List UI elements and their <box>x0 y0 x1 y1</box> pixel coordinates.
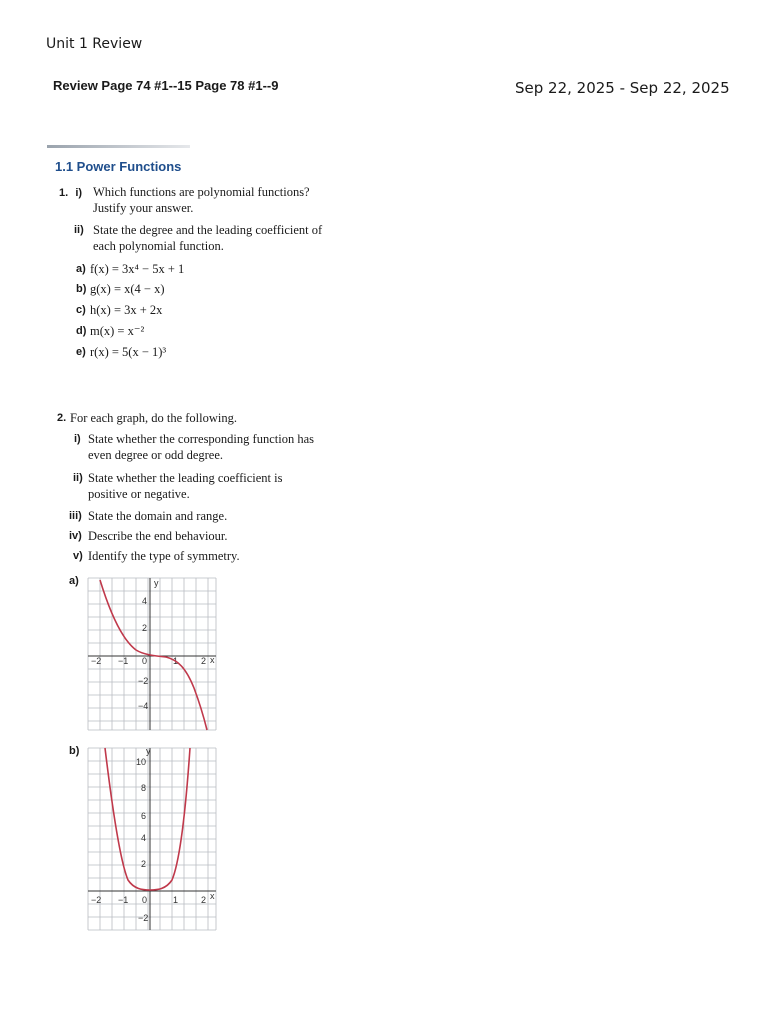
graph-b-xtick: −2 <box>91 895 102 905</box>
graph-a-x-axis-label: x <box>210 655 215 665</box>
graph-b-grid <box>88 748 216 930</box>
graph-b-curve <box>105 748 190 890</box>
graph-a-label: a) <box>69 575 79 587</box>
q1-item-d-text: m(x) = x⁻² <box>90 324 145 338</box>
graph-a-xtick: −1 <box>118 656 129 666</box>
q2-part-ii-label: ii) <box>73 472 83 484</box>
graph-a-xtick: 1 <box>173 656 179 666</box>
graph-b-y-axis-label: y <box>146 746 151 756</box>
graph-a-y-axis-label: y <box>154 578 159 588</box>
graph-b-ytick: 6 <box>141 811 147 821</box>
graph-a <box>86 576 218 732</box>
q2-part-ii-text: State whether the leading coefficient is positive or negative. <box>88 471 283 501</box>
q2-part-i-label: i) <box>74 433 81 445</box>
graph-b-xtick: 0 <box>142 895 148 905</box>
q1-part-i-label: i) <box>75 187 83 199</box>
q1-item-e-text: r(x) = 5(x − 1)³ <box>90 345 167 359</box>
doc-title: Unit 1 Review <box>46 36 143 52</box>
graph-a-xtick: 0 <box>142 656 148 666</box>
q1-item-c-text: h(x) = 3x + 2x <box>90 303 163 317</box>
q2-part-v-label: v) <box>73 550 83 562</box>
graph-b-ytick: 2 <box>141 859 147 869</box>
q2-part-i-text: State whether the corresponding function has even degree or odd degree. <box>88 432 314 462</box>
q2-part-iii-text: State the domain and range. <box>88 509 228 523</box>
section-divider <box>47 145 190 148</box>
q2-part-iv-label: iv) <box>69 530 82 542</box>
graph-b-x-axis-label: x <box>210 891 215 901</box>
q1-item-e-label: e) <box>76 346 86 358</box>
date-range: Sep 22, 2025 - Sep 22, 2025 <box>515 79 730 97</box>
q1-part-i-text: Which functions are polynomial functions? Justify your answer. <box>93 185 310 215</box>
q1-item-c-label: c) <box>76 304 86 316</box>
graph-a-curve <box>100 580 207 730</box>
q2-intro: For each graph, do the following. <box>70 411 237 425</box>
graph-b-xtick: −1 <box>118 895 129 905</box>
graph-b-ytick: −2 <box>138 913 149 923</box>
graph-a-ytick: −4 <box>138 701 149 711</box>
q1-number: 1. <box>59 187 69 199</box>
q1-part-ii-label: ii) <box>74 224 84 236</box>
graph-b-ytick: 4 <box>141 833 147 843</box>
graph-b-xtick: 1 <box>173 895 179 905</box>
graph-b-ytick: 10 <box>136 757 147 767</box>
graph-a-xtick: −2 <box>91 656 102 666</box>
q2-part-v-text: Identify the type of symmetry. <box>88 549 240 563</box>
graph-a-xtick: 2 <box>201 656 207 666</box>
q1-item-b-label: b) <box>76 283 87 295</box>
q1-part-ii-text: State the degree and the leading coefficient of each polynomial function. <box>93 223 323 253</box>
q1-item-a-text: f(x) = 3x⁴ − 5x + 1 <box>90 262 185 276</box>
graph-a-ytick: 4 <box>142 596 148 606</box>
graph-a-ytick: −2 <box>138 676 149 686</box>
q2-number: 2. <box>57 412 67 424</box>
graph-b-ytick: 8 <box>141 783 147 793</box>
graph-a-ytick: 2 <box>142 623 148 633</box>
q1-item-a-label: a) <box>76 263 86 275</box>
graph-b <box>86 746 218 932</box>
section-title: 1.1 Power Functions <box>55 159 182 174</box>
graph-b-label: b) <box>69 745 80 757</box>
graph-b-xtick: 2 <box>201 895 207 905</box>
q1-number-i <box>59 184 82 201</box>
q1-item-b-text: g(x) = x(4 − x) <box>90 282 165 296</box>
review-assignment-line: Review Page 74 #1--15 Page 78 #1--9 <box>53 78 279 93</box>
q1-item-d-label: d) <box>76 325 87 337</box>
q2-part-iv-text: Describe the end behaviour. <box>88 529 228 543</box>
q2-part-iii-label: iii) <box>69 510 82 522</box>
